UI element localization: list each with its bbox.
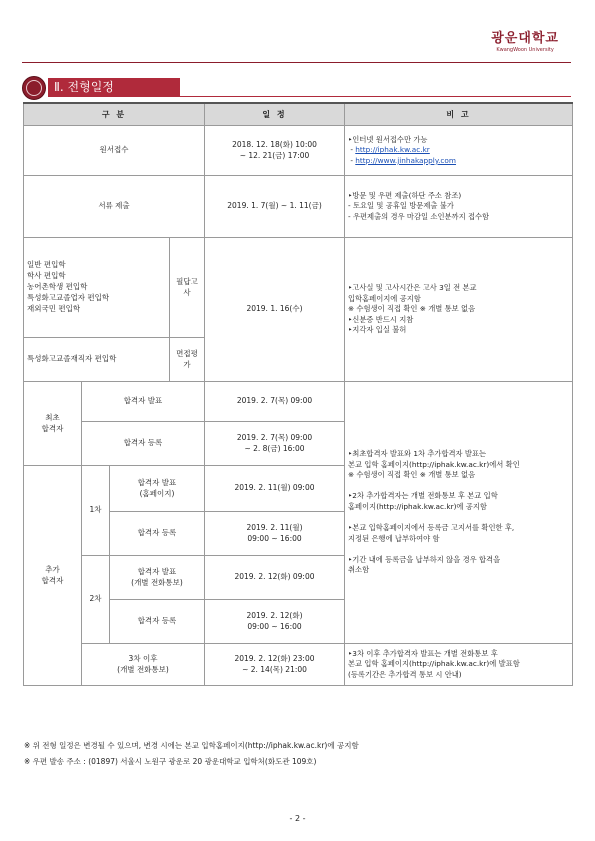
page-number: - 2 - [289, 814, 306, 823]
application-label: 원서접수 [24, 126, 205, 176]
table-row [24, 382, 573, 422]
header-category: 구 분 [24, 103, 205, 126]
round1-label: 1차 [82, 466, 110, 556]
round3-notes: ‣3차 이후 추가합격자 발표는 개별 전화통보 후 본교 입학 홈페이지(http://iphak.kw.ac.kr)에 발표함 (등록기간은 추가합격 통보 시 안내) [345, 644, 573, 686]
footer-notes [24, 738, 359, 770]
section-title: Ⅱ. 전형일정 [48, 78, 180, 97]
footer-note-schedule: ※ 위 전형 일정은 변경될 수 있으며, 변경 시에는 본교 입학홈페이지(http://iphak.kw.ac.kr)에 공지함 [24, 741, 359, 750]
r2-register-date: 2019. 2. 12(화) 09:00 ~ 16:00 [205, 600, 345, 644]
initial-register-label: 합격자 등록 [82, 422, 205, 466]
footer-note-address: ※ 우편 발송 주소 : (01897) 서울시 노원구 광운로 20 광운대학교 입학처(화도관 109호) [24, 757, 317, 766]
section-underline [180, 96, 571, 97]
round3-date: 2019. 2. 12(화) 23:00 ~ 2. 14(목) 21:00 [205, 644, 345, 686]
round2-label: 2차 [82, 556, 110, 644]
table-row [24, 126, 573, 176]
table-row [24, 238, 573, 338]
link-iphak[interactable]: http://iphak.kw.ac.kr [355, 145, 430, 155]
schedule-table [23, 102, 573, 686]
result-notes: ‣최초합격자 발표와 1차 추가합격자 발표는 본교 입학 홈페이지(http://iphak.kw.ac.kr)에서 확인 ※ 수험생이 직접 확인 ※ 개별 통보 없음 ‣2차 추가합격자는 개별 전화통보 후 본교 입학 홈페이지(http://iphak.kw.ac.kr)에 공지함 ‣본교 입학홈페이지에서 등록금 고지서를 확인한 후, 지정된 은행에 납부하여야 함 ‣기간 내에 등록금을 납부하지 않을 경우 합격을 취소함 [345, 382, 573, 644]
documents-notes: ‣방문 및 우편 제출(하단 주소 참조) - 토요일 및 공휴일 방문제출 불가 - 우편제출의 경우 마감일 소인분까지 접수함 [345, 176, 573, 238]
additional-admit-label: 추가 합격자 [24, 466, 82, 686]
exam-method-interview: 면접평가 [170, 338, 205, 382]
university-logo [491, 27, 559, 53]
documents-date: 2019. 1. 7(월) ~ 1. 11(금) [205, 176, 345, 238]
application-date: 2018. 12. 18(화) 10:00 ~ 12. 21(금) 17:00 [205, 126, 345, 176]
initial-announce-date: 2019. 2. 7(목) 09:00 [205, 382, 345, 422]
section-heading [22, 76, 571, 100]
exam-notes: ‣고사실 및 고사시간은 고사 3일 전 본교 입학홈페이지에 공지함 ※ 수험생이 직접 확인 ※ 개별 통보 없음 ‣신분증 반드시 지참 ‣지각자 입실 불허 [345, 238, 573, 382]
r1-register-date: 2019. 2. 11(월) 09:00 ~ 16:00 [205, 512, 345, 556]
header-remarks: 비 고 [345, 103, 573, 126]
seal-icon [22, 76, 46, 100]
logo-english: KwangWoon University [496, 47, 554, 53]
table-header-row [24, 103, 573, 126]
logo-korean: 광운대학교 [491, 31, 559, 46]
r1-register-label: 합격자 등록 [110, 512, 205, 556]
exam-type-employed: 특성화고교졸재직자 편입학 [24, 338, 170, 382]
exam-method-written: 필답고사 [170, 238, 205, 338]
documents-label: 서류 제출 [24, 176, 205, 238]
initial-admit-label: 최초 합격자 [24, 382, 82, 466]
table-row [24, 176, 573, 238]
r1-announce-date: 2019. 2. 11(월) 09:00 [205, 466, 345, 512]
link-jinhak[interactable]: http://www.jinhakapply.com [355, 155, 457, 165]
r2-announce-label: 합격자 발표 (개별 전화통보) [110, 556, 205, 600]
r1-announce-label: 합격자 발표 (홈페이지) [110, 466, 205, 512]
table-row [24, 644, 573, 686]
header-schedule: 일 정 [205, 103, 345, 126]
initial-register-date: 2019. 2. 7(목) 09:00 ~ 2. 8(금) 16:00 [205, 422, 345, 466]
r2-announce-date: 2019. 2. 12(화) 09:00 [205, 556, 345, 600]
round3-label: 3차 이후 (개별 전화통보) [82, 644, 205, 686]
exam-date: 2019. 1. 16(수) [205, 238, 345, 382]
exam-types: 일반 편입학 학사 편입학 농어촌학생 편입학 특성화고교졸업자 편입학 재외국민 편입학 [24, 238, 170, 338]
header-rule [22, 62, 571, 63]
r2-register-label: 합격자 등록 [110, 600, 205, 644]
application-notes: ‣인터넷 원서접수만 가능 - http://iphak.kw.ac.kr - http://www.jinhakapply.com [345, 126, 573, 176]
initial-announce-label: 합격자 발표 [82, 382, 205, 422]
